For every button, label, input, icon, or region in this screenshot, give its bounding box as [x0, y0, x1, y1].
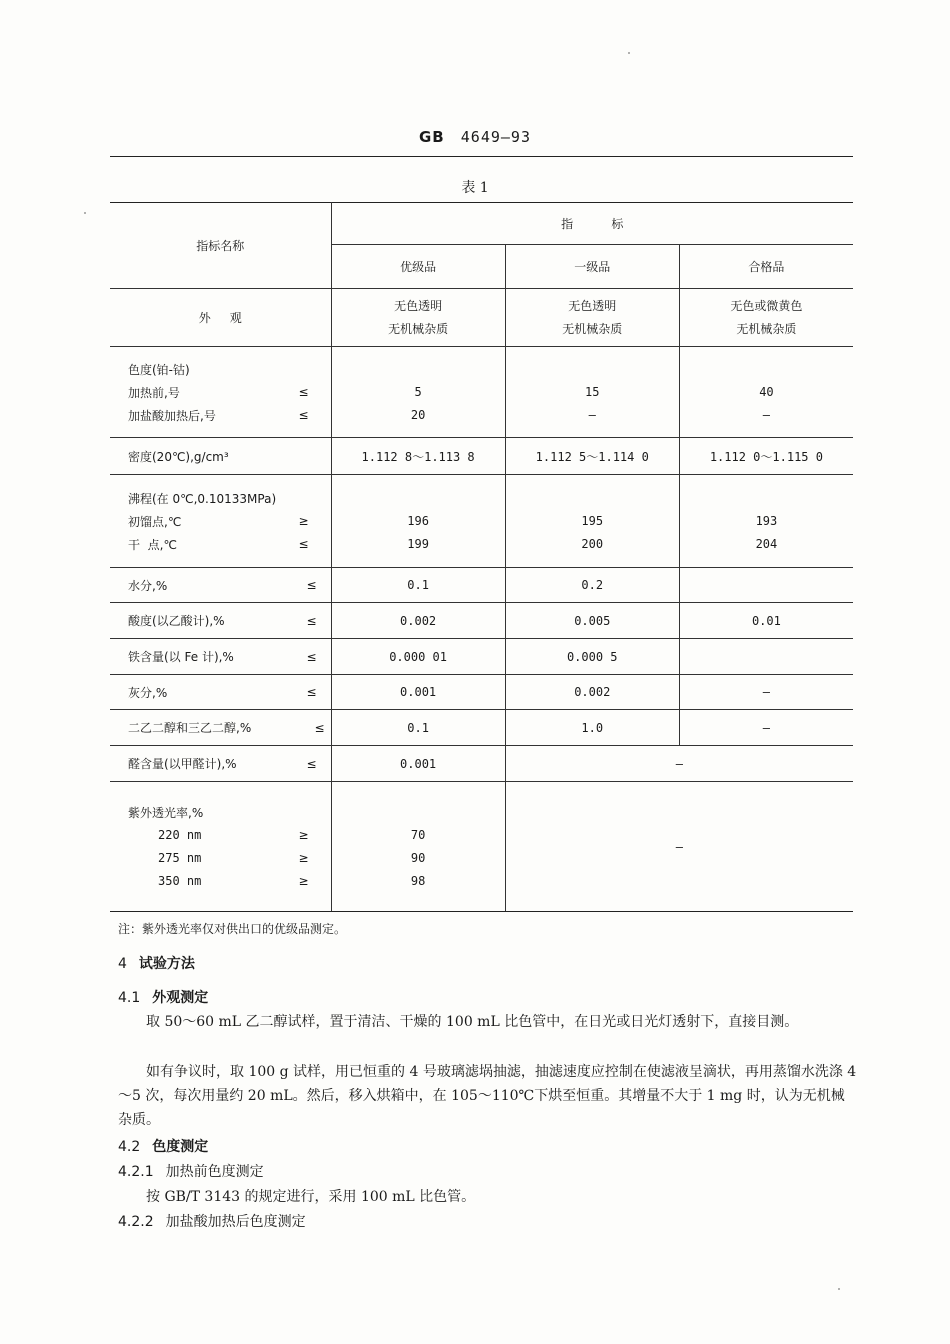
color-before-premium: 5 — [414, 384, 422, 399]
boiling-dry-op: ≤ — [298, 537, 309, 551]
uv-275-line — [128, 847, 331, 870]
glycols-qualified: — — [679, 710, 853, 746]
section-4-2-2-number: 4.2.2 — [118, 1214, 154, 1230]
boiling-title: 沸程(在 0℃,0.10133MPa) — [128, 491, 277, 506]
table-header-row — [110, 203, 853, 245]
acidity-label: 酸度(以乙酸计),% — [128, 614, 225, 628]
water-premium: 0.1 — [331, 568, 505, 603]
water-op: ≤ — [306, 578, 317, 592]
appearance-qualified — [679, 289, 853, 347]
aldehyde-label: 醛含量(以甲醛计),% — [128, 757, 237, 771]
appearance-premium — [331, 289, 505, 347]
table-row-acidity — [110, 603, 853, 639]
appearance-premium-line2: 无机械杂质 — [388, 321, 449, 336]
boiling-qualified — [679, 475, 853, 568]
water-first: 0.2 — [505, 568, 679, 603]
color-before-op: ≤ — [298, 385, 309, 399]
section-4-2-title: 色度测定 — [152, 1139, 209, 1155]
paragraph-appearance-method: 取 50～60 mL 乙二醇试样，置于清洁、干燥的 100 mL 比色管中，在日光或日光灯透射下，直接目测。 — [146, 1014, 799, 1030]
section-4-2-1-title: 加热前色度测定 — [165, 1164, 264, 1180]
uv-title-line — [128, 801, 331, 824]
aldehyde-premium: 0.001 — [331, 746, 505, 782]
boiling-first — [505, 475, 679, 568]
boiling-dry-line — [128, 533, 331, 556]
section-4-2-number: 4.2 — [118, 1139, 141, 1155]
uv-350-label: 350 nm — [158, 874, 202, 888]
uv-220-line — [128, 824, 331, 847]
density-first: 1.112 5～1.114 0 — [505, 438, 679, 475]
section-4-1-heading — [118, 986, 858, 1010]
boiling-initial-premium: 196 — [407, 513, 429, 528]
iron-qualified — [679, 639, 853, 675]
table-row-iron — [110, 639, 853, 675]
color-label-cell — [110, 347, 331, 438]
uv-220-label: 220 nm — [158, 828, 202, 842]
color-qualified — [679, 347, 853, 438]
standard-code: GB — [419, 128, 445, 146]
boiling-initial-op: ≥ — [298, 514, 309, 528]
uv-220-premium: 70 — [410, 827, 426, 842]
table-row-uv — [110, 782, 853, 912]
ash-qualified: — — [679, 675, 853, 710]
color-after-line — [128, 404, 331, 427]
uv-275-label: 275 nm — [158, 851, 202, 865]
section-4-2-2-heading — [118, 1210, 858, 1234]
uv-350-premium: 98 — [410, 873, 426, 888]
table-row-glycols — [110, 710, 853, 746]
density-premium: 1.112 8～1.113 8 — [331, 438, 505, 475]
boiling-label-cell — [110, 475, 331, 568]
iron-premium: 0.000 01 — [331, 639, 505, 675]
uv-275-premium: 90 — [410, 850, 426, 865]
color-premium — [331, 347, 505, 438]
paragraph-dispute-method: 如有争议时，取 100 g 试样，用已恒重的 4 号玻璃滤埚抽滤，抽滤速度应控制在使滤液呈滴状，再用蒸馏水洗涤 4～5 次，每次用量约 20 mL。然后，移入烘箱中，在 105～110℃下烘至恒重。其增量不大于 1 mg 时，认为无机械杂质。 — [118, 1064, 857, 1128]
uv-275-op: ≥ — [298, 851, 309, 865]
uv-350-op: ≥ — [298, 874, 309, 888]
section-4-heading — [118, 952, 858, 976]
page-header — [0, 128, 950, 146]
color-first — [505, 347, 679, 438]
table-row-water — [110, 568, 853, 603]
header-rule — [110, 156, 853, 157]
iron-first: 0.000 5 — [505, 639, 679, 675]
water-label: 水分,% — [128, 578, 168, 593]
table-row-color — [110, 347, 853, 438]
paragraph-color-method: 按 GB/T 3143 的规定进行，采用 100 mL 比色管。 — [146, 1189, 476, 1205]
acidity-op: ≤ — [306, 613, 317, 628]
boiling-initial-line — [128, 510, 331, 533]
boiling-initial-first: 195 — [581, 513, 604, 528]
glycols-op: ≤ — [314, 720, 325, 735]
density-qualified: 1.112 0～1.115 0 — [679, 438, 853, 475]
glycols-first: 1.0 — [505, 710, 679, 746]
uv-label-cell — [110, 782, 331, 912]
section-4-2-heading — [118, 1135, 858, 1159]
uv-220-op: ≥ — [298, 828, 309, 842]
table-row-boiling — [110, 475, 853, 568]
appearance-first-line1: 无色透明 — [568, 298, 617, 313]
ash-label: 灰分,% — [128, 685, 168, 700]
uv-title: 紫外透光率,% — [128, 805, 204, 820]
color-after-op: ≤ — [298, 408, 309, 422]
boiling-initial-label: 初馏点,℃ — [128, 514, 182, 529]
section-4-1-title: 外观测定 — [152, 990, 209, 1006]
table-row-appearance — [110, 289, 853, 347]
table-row-aldehyde — [110, 746, 853, 782]
grade-premium: 优级品 — [331, 245, 505, 289]
density-label: 密度(20℃),g/cm³ — [110, 438, 331, 475]
color-before-line — [128, 381, 331, 404]
table-caption: 表 1 — [461, 180, 489, 196]
table-row-density — [110, 438, 853, 475]
appearance-qualified-line2: 无机械杂质 — [736, 321, 797, 336]
color-after-first: — — [588, 407, 596, 422]
uv-350-line — [128, 870, 331, 893]
appearance-label: 外 观 — [110, 289, 331, 347]
boiling-dry-premium: 199 — [407, 536, 429, 551]
boiling-initial-qualified: 193 — [755, 513, 778, 528]
aldehyde-op: ≤ — [306, 756, 317, 771]
glycols-premium: 0.1 — [331, 710, 505, 746]
indicator-name-header: 指标名称 — [110, 203, 331, 289]
glycols-label: 二乙二醇和三乙二醇,% — [128, 721, 252, 735]
section-4-1-number: 4.1 — [118, 990, 141, 1006]
standard-number: 4649—93 — [460, 128, 531, 146]
grade-first: 一级品 — [505, 245, 679, 289]
appearance-premium-line1: 无色透明 — [394, 298, 443, 313]
aldehyde-other-grades: — — [505, 746, 853, 782]
color-before-label: 加热前,号 — [128, 385, 180, 400]
section-4-title: 试验方法 — [138, 956, 195, 972]
iron-op: ≤ — [306, 649, 317, 664]
section-4-2-1-heading — [118, 1160, 858, 1184]
appearance-first-line2: 无机械杂质 — [562, 321, 623, 336]
table-row-ash — [110, 675, 853, 710]
acidity-premium: 0.002 — [331, 603, 505, 639]
boiling-title-line — [128, 487, 331, 510]
ash-first: 0.002 — [505, 675, 679, 710]
color-title-line — [128, 358, 331, 381]
color-before-first: 15 — [585, 384, 600, 399]
iron-label: 铁含量(以 Fe 计),% — [128, 650, 234, 664]
color-title: 色度(铂-钴) — [128, 362, 190, 377]
boiling-dry-qualified: 204 — [755, 536, 778, 551]
boiling-premium — [331, 475, 505, 568]
indicator-group-header: 指 标 — [331, 203, 853, 245]
ash-premium: 0.001 — [331, 675, 505, 710]
color-after-qualified: — — [762, 407, 771, 422]
spec-table — [110, 202, 853, 912]
speck-mark — [628, 52, 630, 54]
boiling-dry-first: 200 — [581, 536, 604, 551]
color-after-premium: 20 — [410, 407, 426, 422]
speck-mark — [838, 1288, 840, 1290]
water-qualified — [679, 568, 853, 603]
section-4-2-2-title: 加盐酸加热后色度测定 — [165, 1214, 306, 1230]
grade-qualified: 合格品 — [679, 245, 853, 289]
color-after-label: 加盐酸加热后,号 — [128, 408, 216, 423]
section-4-2-1-number: 4.2.1 — [118, 1164, 154, 1180]
uv-premium — [331, 782, 505, 912]
appearance-qualified-line1: 无色或微黄色 — [730, 298, 803, 313]
boiling-dry-label: 干 点,℃ — [128, 537, 177, 552]
uv-other-grades: — — [505, 782, 853, 912]
ash-op: ≤ — [306, 685, 317, 699]
acidity-first: 0.005 — [505, 603, 679, 639]
appearance-first — [505, 289, 679, 347]
section-4-number: 4 — [118, 956, 127, 972]
speck-mark — [84, 212, 86, 214]
color-before-qualified: 40 — [759, 384, 774, 399]
acidity-qualified: 0.01 — [679, 603, 853, 639]
table-note: 注：紫外透光率仅对供出口的优级品测定。 — [118, 922, 347, 936]
